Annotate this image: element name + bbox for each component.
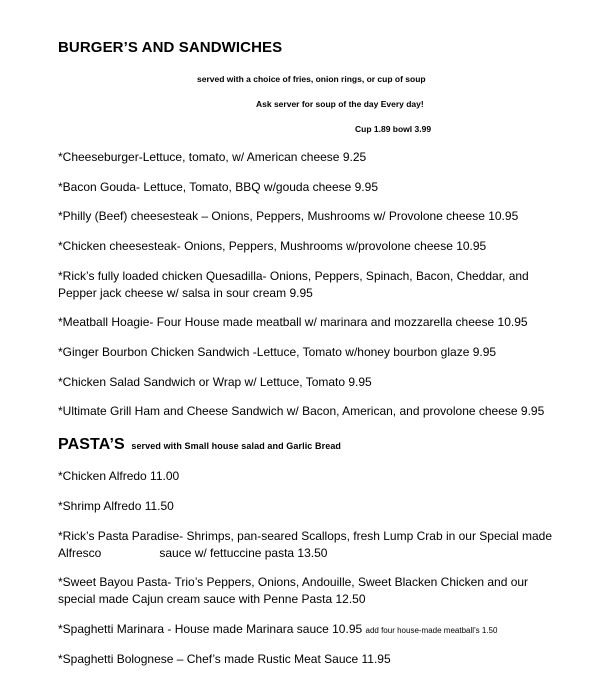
menu-item-cheeseburger: *Cheeseburger-Lettuce, tomato, w/ American cheese 9.25 — [58, 150, 367, 164]
menu-item-quesadilla-cont: Pepper jack cheese w/ salsa in sour cream 9.95 — [58, 286, 313, 300]
menu-item-quesadilla: *Rick’s fully loaded chicken Quesadilla- Onions, Peppers, Spinach, Bacon, Cheddar, and — [58, 269, 529, 283]
menu-item-ham-cheese: *Ultimate Grill Ham and Cheese Sandwich w/ Bacon, American, and provolone cheese 9.95 — [58, 404, 545, 418]
burgers-side-note: served with a choice of fries, onion rings, or cup of soup — [197, 74, 426, 84]
pasta-paradise-sauce: sauce w/ fettuccine pasta 13.50 — [159, 546, 328, 560]
menu-item-philly-cheesesteak: *Philly (Beef) cheesesteak – Onions, Peppers, Mushrooms w/ Provolone cheese 10.95 — [58, 209, 519, 223]
meatball-addon-note: add four house-made meatball’s 1.50 — [365, 626, 498, 635]
menu-item-pasta-paradise-cont — [58, 545, 558, 562]
menu-item-chicken-salad: *Chicken Salad Sandwich or Wrap w/ Lettuce, Tomato 9.95 — [58, 375, 372, 389]
menu-item-spaghetti-bolognese: *Spaghetti Bolognese – Chef’s made Rustic Meat Sauce 11.95 — [58, 652, 391, 666]
menu-item-sweet-bayou-cont: special made Cajun cream sauce with Penne Pasta 12.50 — [58, 592, 366, 606]
menu-item-sweet-bayou: *Sweet Bayou Pasta- Trio’s Peppers, Onions, Andouille, Sweet Blacken Chicken and our — [58, 575, 529, 589]
menu-item-chicken-cheesesteak: *Chicken cheesesteak- Onions, Peppers, Mushrooms w/provolone cheese 10.95 — [58, 239, 487, 253]
menu-item-spaghetti-marinara: *Spaghetti Marinara - House made Marinara sauce 10.95 — [58, 622, 363, 636]
menu-item-ginger-bourbon: *Ginger Bourbon Chicken Sandwich -Lettuce, Tomato w/honey bourbon glaze 9.95 — [58, 345, 497, 359]
soup-of-day-note: Ask server for soup of the day Every day! — [256, 99, 424, 109]
pasta-heading-line — [58, 436, 341, 454]
menu-item-meatball-hoagie: *Meatball Hoagie- Four House made meatball w/ marinara and mozzarella cheese 10.95 — [58, 315, 528, 329]
pasta-paradise-alfresco: Alfresco — [58, 546, 102, 560]
menu-item-pasta-paradise: *Rick’s Pasta Paradise- Shrimps, pan-seared Scallops, fresh Lump Crab in our Special made — [58, 529, 553, 543]
menu-item-shrimp-alfredo: *Shrimp Alfredo 11.50 — [58, 499, 174, 513]
pasta-subheading: served with Small house salad and Garlic Bread — [131, 441, 342, 451]
menu-item-bacon-gouda: *Bacon Gouda- Lettuce, Tomato, BBQ w/gouda cheese 9.95 — [58, 180, 378, 194]
soup-price-note: Cup 1.89 bowl 3.99 — [355, 124, 432, 134]
pasta-heading: PASTA’S — [58, 436, 125, 453]
burgers-heading: BURGER’S AND SANDWICHES — [58, 39, 283, 56]
menu-item-chicken-alfredo: *Chicken Alfredo 11.00 — [58, 469, 180, 483]
menu-item-spaghetti-marinara-line — [58, 621, 558, 639]
